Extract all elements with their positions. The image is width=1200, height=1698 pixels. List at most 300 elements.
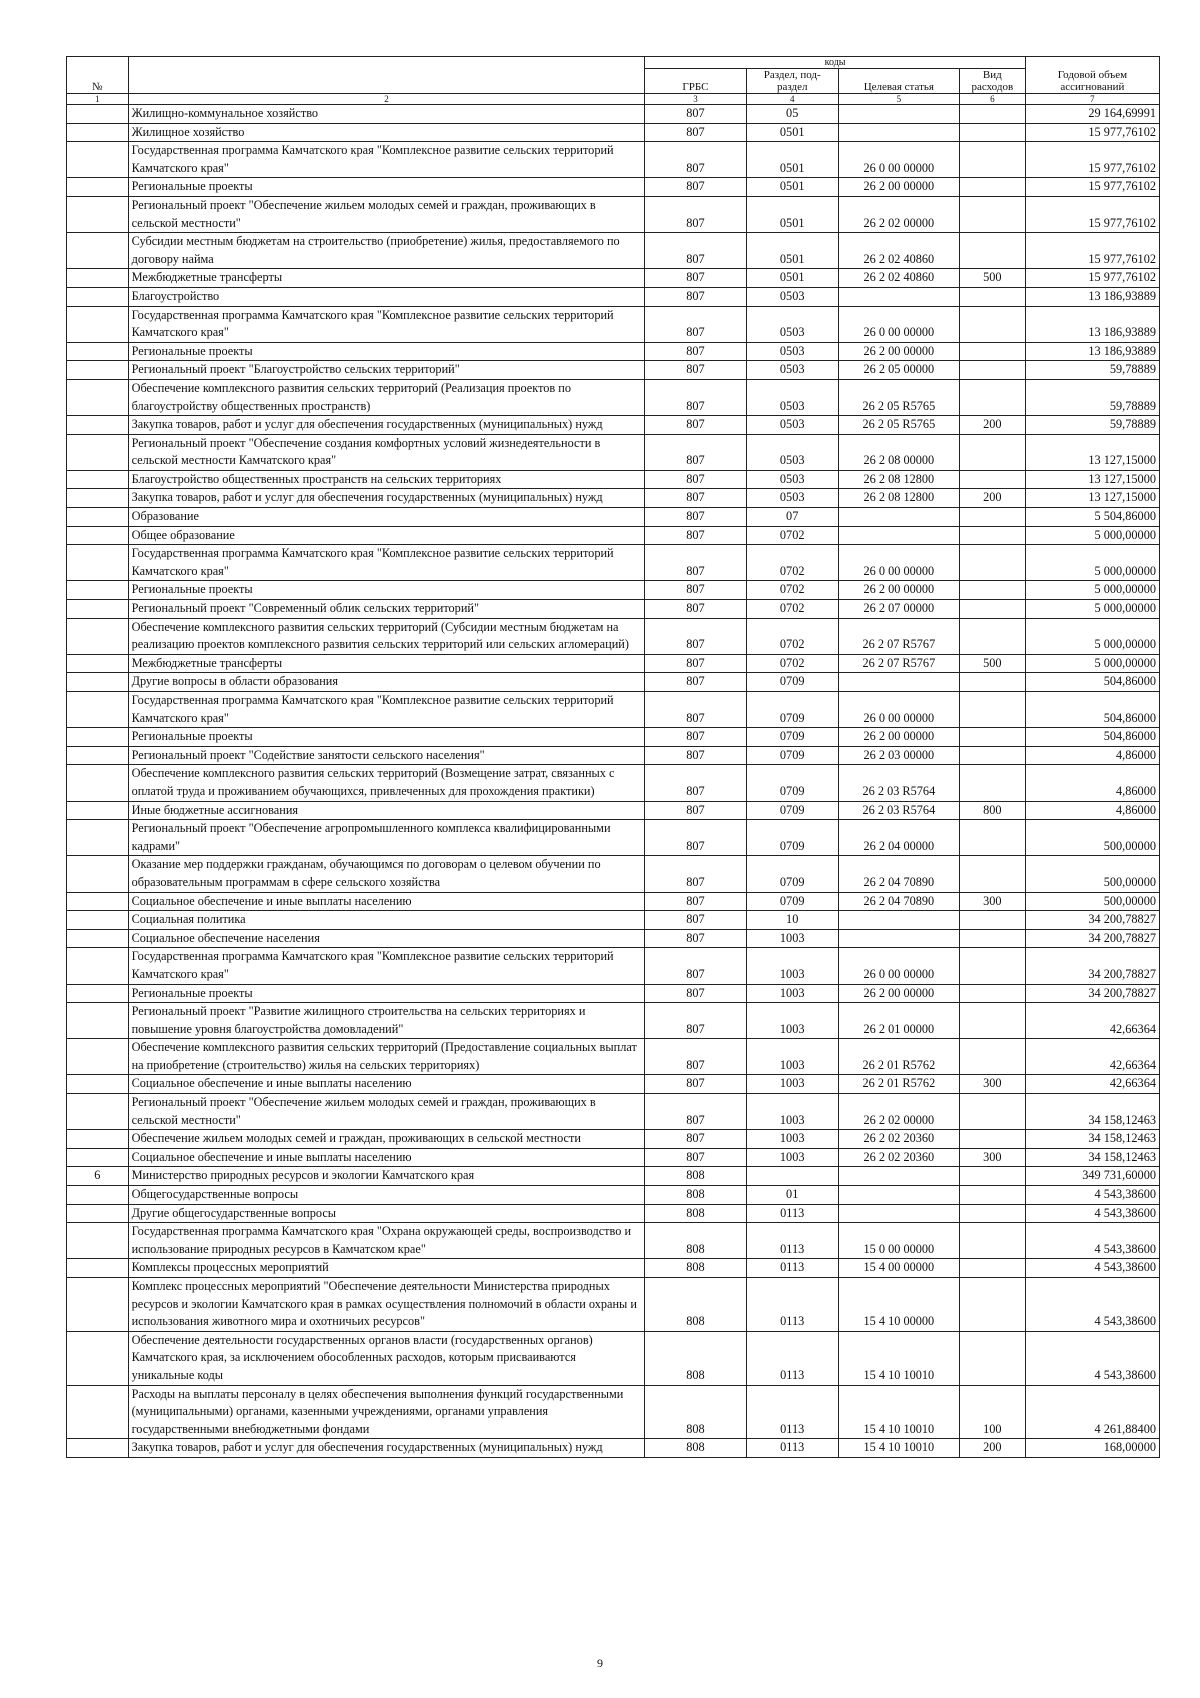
row-amount: 5 000,00000 xyxy=(1025,526,1159,545)
row-section: 0503 xyxy=(746,306,838,342)
row-number xyxy=(67,489,129,508)
row-number xyxy=(67,361,129,380)
row-number xyxy=(67,142,129,178)
row-target: 26 2 02 00000 xyxy=(838,196,959,232)
table-row xyxy=(67,618,1160,654)
row-number xyxy=(67,269,129,288)
row-expense-type xyxy=(959,1331,1025,1385)
table-row xyxy=(67,489,1160,508)
row-number xyxy=(67,892,129,911)
row-number xyxy=(67,306,129,342)
row-section: 0503 xyxy=(746,379,838,415)
row-amount: 4 543,38600 xyxy=(1025,1278,1159,1332)
row-grbs: 807 xyxy=(645,1094,746,1130)
row-name: Социальное обеспечение и иные выплаты населению xyxy=(128,1148,645,1167)
row-number xyxy=(67,123,129,142)
row-grbs: 807 xyxy=(645,1075,746,1094)
row-section: 0503 xyxy=(746,342,838,361)
row-grbs: 807 xyxy=(645,489,746,508)
row-grbs: 808 xyxy=(645,1223,746,1259)
row-grbs: 807 xyxy=(645,361,746,380)
row-number xyxy=(67,416,129,435)
row-amount: 4,86000 xyxy=(1025,801,1159,820)
row-number xyxy=(67,1223,129,1259)
row-section: 0709 xyxy=(746,673,838,692)
row-expense-type xyxy=(959,1003,1025,1039)
row-number xyxy=(67,434,129,470)
table-row xyxy=(67,728,1160,747)
table-row xyxy=(67,948,1160,984)
row-section: 1003 xyxy=(746,1003,838,1039)
row-section: 0113 xyxy=(746,1278,838,1332)
table-row xyxy=(67,342,1160,361)
row-target: 26 0 00 00000 xyxy=(838,948,959,984)
row-section: 0503 xyxy=(746,361,838,380)
row-grbs: 808 xyxy=(645,1278,746,1332)
row-expense-type xyxy=(959,1186,1025,1205)
row-target: 26 0 00 00000 xyxy=(838,692,959,728)
row-name: Региональный проект "Обеспечение создания комфортных условий жизнедеятельности в сельской местности Камчатского края" xyxy=(128,434,645,470)
row-number xyxy=(67,1148,129,1167)
row-grbs: 807 xyxy=(645,911,746,930)
row-section: 07 xyxy=(746,508,838,527)
row-grbs: 808 xyxy=(645,1385,746,1439)
row-grbs: 807 xyxy=(645,929,746,948)
table-row xyxy=(67,581,1160,600)
row-name: Обеспечение комплексного развития сельских территорий (Возмещение затрат, связанных с оплатой труда и проживанием обучающихся, привлеченных для прохождения практики) xyxy=(128,765,645,801)
row-target: 26 2 01 00000 xyxy=(838,1003,959,1039)
row-amount: 13 186,93889 xyxy=(1025,287,1159,306)
row-target: 15 4 10 10010 xyxy=(838,1331,959,1385)
row-section: 0709 xyxy=(746,746,838,765)
table-row xyxy=(67,1167,1160,1186)
row-grbs: 807 xyxy=(645,673,746,692)
row-expense-type: 800 xyxy=(959,801,1025,820)
row-name: Образование xyxy=(128,508,645,527)
row-target xyxy=(838,1186,959,1205)
row-amount: 42,66364 xyxy=(1025,1075,1159,1094)
row-number xyxy=(67,342,129,361)
row-amount: 5 000,00000 xyxy=(1025,618,1159,654)
row-number xyxy=(67,1039,129,1075)
row-target: 26 2 02 40860 xyxy=(838,233,959,269)
row-target: 26 2 07 00000 xyxy=(838,600,959,619)
table-row xyxy=(67,1223,1160,1259)
row-section: 1003 xyxy=(746,929,838,948)
row-grbs: 807 xyxy=(645,545,746,581)
row-expense-type xyxy=(959,856,1025,892)
row-number xyxy=(67,196,129,232)
row-grbs: 808 xyxy=(645,1204,746,1223)
table-row xyxy=(67,856,1160,892)
row-section: 0702 xyxy=(746,618,838,654)
row-amount: 4 543,38600 xyxy=(1025,1204,1159,1223)
row-section: 0709 xyxy=(746,801,838,820)
row-expense-type xyxy=(959,618,1025,654)
row-expense-type xyxy=(959,1039,1025,1075)
row-grbs: 807 xyxy=(645,600,746,619)
row-number xyxy=(67,1094,129,1130)
row-grbs: 807 xyxy=(645,581,746,600)
row-name: Социальное обеспечение населения xyxy=(128,929,645,948)
row-section: 1003 xyxy=(746,948,838,984)
row-amount: 4 543,38600 xyxy=(1025,1259,1159,1278)
row-expense-type xyxy=(959,178,1025,197)
row-grbs: 807 xyxy=(645,123,746,142)
row-grbs: 807 xyxy=(645,801,746,820)
row-expense-type xyxy=(959,379,1025,415)
table-row xyxy=(67,1130,1160,1149)
row-name: Государственная программа Камчатского края "Комплексное развитие сельских территорий Камчатского края" xyxy=(128,948,645,984)
row-name: Субсидии местным бюджетам на строительство (приобретение) жилья, предоставляемого по договору найма xyxy=(128,233,645,269)
table-row xyxy=(67,508,1160,527)
row-name: Региональный проект "Содействие занятости сельского населения" xyxy=(128,746,645,765)
table-row xyxy=(67,1094,1160,1130)
row-expense-type xyxy=(959,600,1025,619)
row-amount: 29 164,69991 xyxy=(1025,105,1159,124)
row-grbs: 807 xyxy=(645,765,746,801)
row-target: 26 2 02 40860 xyxy=(838,269,959,288)
row-expense-type: 200 xyxy=(959,1439,1025,1458)
table-row xyxy=(67,673,1160,692)
table-row xyxy=(67,105,1160,124)
row-name: Другие общегосударственные вопросы xyxy=(128,1204,645,1223)
row-grbs: 807 xyxy=(645,1148,746,1167)
row-name: Закупка товаров, работ и услуг для обеспечения государственных (муниципальных) нужд xyxy=(128,1439,645,1458)
row-amount: 13 186,93889 xyxy=(1025,306,1159,342)
row-expense-type xyxy=(959,984,1025,1003)
row-number xyxy=(67,618,129,654)
row-section: 0702 xyxy=(746,545,838,581)
table-row xyxy=(67,1148,1160,1167)
row-amount: 34 200,78827 xyxy=(1025,948,1159,984)
row-target xyxy=(838,929,959,948)
header-section: Раздел, под-раздел xyxy=(746,69,838,94)
row-amount: 4,86000 xyxy=(1025,746,1159,765)
row-number xyxy=(67,1385,129,1439)
row-name: Оказание мер поддержки гражданам, обучающимся по договорам о целевом обучении по образовательным программам в сфере сельского хозяйства xyxy=(128,856,645,892)
row-section: 0702 xyxy=(746,600,838,619)
row-section: 0503 xyxy=(746,434,838,470)
row-expense-type xyxy=(959,196,1025,232)
row-section: 0702 xyxy=(746,581,838,600)
row-name: Жилищное хозяйство xyxy=(128,123,645,142)
row-section: 1003 xyxy=(746,1075,838,1094)
row-section: 0501 xyxy=(746,178,838,197)
table-row xyxy=(67,1186,1160,1205)
row-expense-type xyxy=(959,545,1025,581)
row-amount: 34 200,78827 xyxy=(1025,911,1159,930)
row-name: Обеспечение комплексного развития сельских территорий (Реализация проектов по благоустройству общественных пространств) xyxy=(128,379,645,415)
page-number: 9 xyxy=(597,1656,603,1670)
row-amount: 504,86000 xyxy=(1025,728,1159,747)
header-name xyxy=(128,57,645,94)
table-row xyxy=(67,1075,1160,1094)
row-target: 26 2 08 00000 xyxy=(838,434,959,470)
row-grbs: 807 xyxy=(645,470,746,489)
row-target: 26 0 00 00000 xyxy=(838,545,959,581)
column-number: 5 xyxy=(838,94,959,105)
row-expense-type xyxy=(959,287,1025,306)
table-row xyxy=(67,801,1160,820)
row-name: Иные бюджетные ассигнования xyxy=(128,801,645,820)
row-amount: 13 127,15000 xyxy=(1025,489,1159,508)
row-section: 0702 xyxy=(746,654,838,673)
row-name: Другие вопросы в области образования xyxy=(128,673,645,692)
row-section: 1003 xyxy=(746,1039,838,1075)
table-row xyxy=(67,692,1160,728)
row-grbs: 808 xyxy=(645,1331,746,1385)
row-number xyxy=(67,178,129,197)
row-amount: 5 000,00000 xyxy=(1025,600,1159,619)
row-section: 0709 xyxy=(746,765,838,801)
row-grbs: 807 xyxy=(645,1039,746,1075)
row-expense-type: 200 xyxy=(959,489,1025,508)
row-amount: 34 158,12463 xyxy=(1025,1094,1159,1130)
row-name: Комплекс процессных мероприятий "Обеспечение деятельности Министерства природных ресурсов и экологии Камчатского края в рамках осуществления полномочий в области охраны и использования животного мира и охотничьих ресурсов" xyxy=(128,1278,645,1332)
row-target xyxy=(838,508,959,527)
row-name: Государственная программа Камчатского края "Охрана окружающей среды, воспроизводство и использование природных ресурсов в Камчатском крае" xyxy=(128,1223,645,1259)
row-target: 26 2 02 00000 xyxy=(838,1094,959,1130)
row-target xyxy=(838,105,959,124)
table-row xyxy=(67,911,1160,930)
row-number xyxy=(67,948,129,984)
column-number: 6 xyxy=(959,94,1025,105)
row-grbs: 807 xyxy=(645,379,746,415)
row-target: 26 0 00 00000 xyxy=(838,142,959,178)
row-amount: 42,66364 xyxy=(1025,1039,1159,1075)
table-row xyxy=(67,306,1160,342)
row-expense-type xyxy=(959,911,1025,930)
row-target: 26 2 03 R5764 xyxy=(838,765,959,801)
row-section: 0501 xyxy=(746,233,838,269)
row-section: 0709 xyxy=(746,692,838,728)
row-expense-type xyxy=(959,434,1025,470)
row-expense-type xyxy=(959,342,1025,361)
row-section: 0503 xyxy=(746,416,838,435)
row-target: 26 2 02 20360 xyxy=(838,1148,959,1167)
row-grbs: 807 xyxy=(645,233,746,269)
row-number xyxy=(67,765,129,801)
row-amount: 13 127,15000 xyxy=(1025,434,1159,470)
row-number xyxy=(67,1186,129,1205)
row-amount: 500,00000 xyxy=(1025,820,1159,856)
row-name: Социальное обеспечение и иные выплаты населению xyxy=(128,1075,645,1094)
row-name: Обеспечение комплексного развития сельских территорий (Субсидии местным бюджетам на реализацию проектов комплексного развития сельских территорий или сельских агломераций) xyxy=(128,618,645,654)
column-numbers-row xyxy=(67,94,1160,105)
row-section: 0709 xyxy=(746,856,838,892)
row-name: Государственная программа Камчатского края "Комплексное развитие сельских территорий Камчатского края" xyxy=(128,692,645,728)
row-name: Благоустройство xyxy=(128,287,645,306)
row-target: 26 2 01 R5762 xyxy=(838,1075,959,1094)
row-target xyxy=(838,287,959,306)
row-section: 1003 xyxy=(746,1094,838,1130)
row-amount: 4 543,38600 xyxy=(1025,1331,1159,1385)
table-body xyxy=(67,105,1160,1458)
row-target: 26 0 00 00000 xyxy=(838,306,959,342)
row-section: 0501 xyxy=(746,196,838,232)
row-grbs: 808 xyxy=(645,1439,746,1458)
row-amount: 5 000,00000 xyxy=(1025,654,1159,673)
row-name: Региональные проекты xyxy=(128,984,645,1003)
table-row xyxy=(67,416,1160,435)
row-grbs: 807 xyxy=(645,142,746,178)
table-row xyxy=(67,178,1160,197)
table-row xyxy=(67,1204,1160,1223)
row-section: 0702 xyxy=(746,526,838,545)
row-target: 26 2 00 00000 xyxy=(838,342,959,361)
row-amount: 4 543,38600 xyxy=(1025,1223,1159,1259)
row-section: 0501 xyxy=(746,123,838,142)
row-expense-type: 500 xyxy=(959,269,1025,288)
row-number xyxy=(67,600,129,619)
row-name: Региональный проект "Обеспечение жильем молодых семей и граждан, проживающих в сельской местности" xyxy=(128,196,645,232)
row-expense-type xyxy=(959,746,1025,765)
row-expense-type xyxy=(959,929,1025,948)
table-row xyxy=(67,1385,1160,1439)
table-row xyxy=(67,1259,1160,1278)
row-expense-type xyxy=(959,508,1025,527)
row-grbs: 808 xyxy=(645,1167,746,1186)
row-target xyxy=(838,1204,959,1223)
row-target: 26 2 00 00000 xyxy=(838,581,959,600)
row-grbs: 807 xyxy=(645,948,746,984)
row-grbs: 807 xyxy=(645,1130,746,1149)
table-row xyxy=(67,142,1160,178)
row-section: 0709 xyxy=(746,820,838,856)
row-target: 26 2 08 12800 xyxy=(838,489,959,508)
row-number xyxy=(67,105,129,124)
row-name: Обеспечение комплексного развития сельских территорий (Предоставление социальных выплат на приобретение (строительство) жилья на сельских территориях) xyxy=(128,1039,645,1075)
row-name: Государственная программа Камчатского края "Комплексное развитие сельских территорий Камчатского края" xyxy=(128,142,645,178)
table-row xyxy=(67,1039,1160,1075)
row-expense-type xyxy=(959,470,1025,489)
row-amount: 34 200,78827 xyxy=(1025,929,1159,948)
row-expense-type xyxy=(959,142,1025,178)
row-amount: 34 158,12463 xyxy=(1025,1148,1159,1167)
row-name: Обеспечение деятельности государственных органов власти (государственных органов) Камчатского края, за исключением обособленных расходов, которым присваиваются уникальные коды xyxy=(128,1331,645,1385)
row-target: 26 2 08 12800 xyxy=(838,470,959,489)
row-grbs: 807 xyxy=(645,746,746,765)
row-number xyxy=(67,728,129,747)
row-grbs: 807 xyxy=(645,692,746,728)
row-amount: 15 977,76102 xyxy=(1025,142,1159,178)
row-name: Жилищно-коммунальное хозяйство xyxy=(128,105,645,124)
row-grbs: 807 xyxy=(645,892,746,911)
row-grbs: 807 xyxy=(645,306,746,342)
row-amount: 5 504,86000 xyxy=(1025,508,1159,527)
row-grbs: 808 xyxy=(645,1186,746,1205)
row-amount: 15 977,76102 xyxy=(1025,123,1159,142)
header-number: № xyxy=(67,57,129,94)
row-amount: 15 977,76102 xyxy=(1025,269,1159,288)
row-name: Межбюджетные трансферты xyxy=(128,269,645,288)
header-grbs: ГРБС xyxy=(645,69,746,94)
header-amount: Годовой объем ассигнований xyxy=(1025,57,1159,94)
row-name: Закупка товаров, работ и услуг для обеспечения государственных (муниципальных) нужд xyxy=(128,416,645,435)
row-section xyxy=(746,1167,838,1186)
row-section: 0113 xyxy=(746,1439,838,1458)
row-name: Региональный проект "Развитие жилищного строительства на сельских территориях и повышение уровня благоустройства домовладений" xyxy=(128,1003,645,1039)
table-row xyxy=(67,434,1160,470)
table-row xyxy=(67,233,1160,269)
row-name: Государственная программа Камчатского края "Комплексное развитие сельских территорий Камчатского края" xyxy=(128,306,645,342)
row-target: 26 2 02 20360 xyxy=(838,1130,959,1149)
row-target: 26 2 00 00000 xyxy=(838,728,959,747)
row-grbs: 807 xyxy=(645,508,746,527)
row-name: Общегосударственные вопросы xyxy=(128,1186,645,1205)
row-target xyxy=(838,123,959,142)
row-amount: 4,86000 xyxy=(1025,765,1159,801)
row-name: Министерство природных ресурсов и экологии Камчатского края xyxy=(128,1167,645,1186)
row-name: Региональные проекты xyxy=(128,728,645,747)
row-name: Общее образование xyxy=(128,526,645,545)
table-row xyxy=(67,1003,1160,1039)
row-amount: 15 977,76102 xyxy=(1025,196,1159,232)
row-number xyxy=(67,984,129,1003)
row-number xyxy=(67,526,129,545)
table-row xyxy=(67,269,1160,288)
row-name: Региональные проекты xyxy=(128,581,645,600)
row-name: Социальное обеспечение и иные выплаты населению xyxy=(128,892,645,911)
row-amount: 500,00000 xyxy=(1025,856,1159,892)
row-section: 10 xyxy=(746,911,838,930)
row-expense-type xyxy=(959,123,1025,142)
row-amount: 168,00000 xyxy=(1025,1439,1159,1458)
row-name: Региональный проект "Современный облик сельских территорий" xyxy=(128,600,645,619)
row-number: 6 xyxy=(67,1167,129,1186)
row-name: Региональные проекты xyxy=(128,178,645,197)
table-row xyxy=(67,470,1160,489)
table-row xyxy=(67,654,1160,673)
row-target: 26 2 07 R5767 xyxy=(838,654,959,673)
row-grbs: 808 xyxy=(645,1259,746,1278)
row-section: 0501 xyxy=(746,269,838,288)
row-target: 26 2 00 00000 xyxy=(838,178,959,197)
table-row xyxy=(67,746,1160,765)
row-expense-type xyxy=(959,692,1025,728)
row-number xyxy=(67,746,129,765)
row-expense-type xyxy=(959,306,1025,342)
row-section: 0709 xyxy=(746,728,838,747)
row-section: 0113 xyxy=(746,1331,838,1385)
row-grbs: 807 xyxy=(645,820,746,856)
row-amount: 59,78889 xyxy=(1025,361,1159,380)
row-expense-type xyxy=(959,820,1025,856)
row-section: 05 xyxy=(746,105,838,124)
row-number xyxy=(67,379,129,415)
row-grbs: 807 xyxy=(645,287,746,306)
row-target: 15 4 00 00000 xyxy=(838,1259,959,1278)
row-name: Межбюджетные трансферты xyxy=(128,654,645,673)
row-section: 0113 xyxy=(746,1385,838,1439)
row-expense-type xyxy=(959,765,1025,801)
row-name: Социальная политика xyxy=(128,911,645,930)
row-grbs: 807 xyxy=(645,434,746,470)
row-number xyxy=(67,911,129,930)
column-number: 1 xyxy=(67,94,129,105)
row-expense-type xyxy=(959,105,1025,124)
row-expense-type xyxy=(959,1094,1025,1130)
row-grbs: 807 xyxy=(645,618,746,654)
row-target: 26 2 03 00000 xyxy=(838,746,959,765)
row-target: 15 4 10 00000 xyxy=(838,1278,959,1332)
table-row xyxy=(67,526,1160,545)
row-target: 26 2 05 R5765 xyxy=(838,379,959,415)
row-name: Расходы на выплаты персоналу в целях обеспечения выполнения функций государственными (муниципальными) органами, казенными учреждениями, органами управления государственными внебюджетными фондами xyxy=(128,1385,645,1439)
row-target xyxy=(838,911,959,930)
row-expense-type xyxy=(959,1204,1025,1223)
